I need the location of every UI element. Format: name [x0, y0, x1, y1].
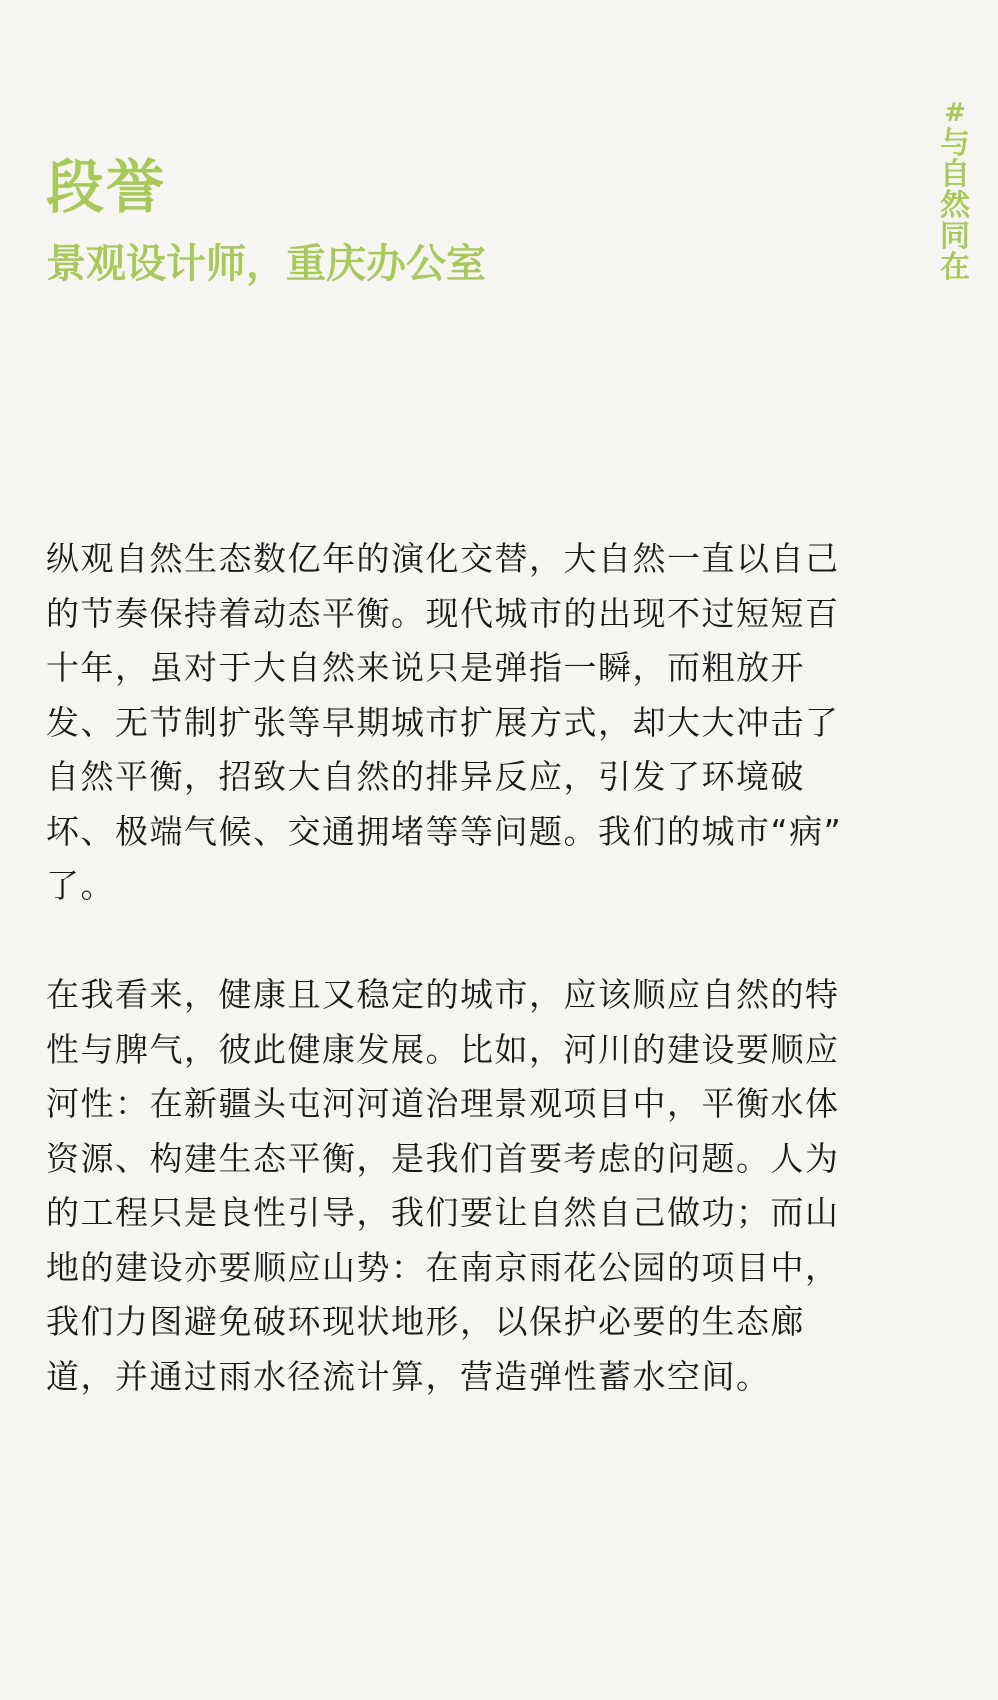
hashtag-symbol: #: [944, 98, 966, 128]
paragraph-line: 坏、极端气候、交通拥堵等等问题。我们的城市“病”: [46, 811, 843, 851]
paragraph-line: 的工程只是良性引导，我们要让自然自己做功；而山: [46, 1193, 840, 1232]
hashtag-char: 自: [940, 157, 970, 192]
hashtag-char: 在: [940, 250, 970, 285]
paragraph-line: 地的建设亦要顺应山势：在南京雨花公园的项目中，: [46, 1247, 840, 1287]
hashtag-char: 同: [940, 219, 970, 254]
author-role: 景观设计师，重庆办公室: [46, 241, 486, 287]
paragraph-line: 河性：在新疆头屯河河道治理景观项目中，平衡水体: [46, 1084, 840, 1123]
hashtag-char: 与: [940, 126, 970, 161]
paragraph-1: [46, 532, 976, 914]
paragraph-2: [46, 968, 976, 1404]
paragraph-line: 在我看来，健康且又稳定的城市，应该顺应自然的特: [46, 975, 840, 1014]
paragraph-line: 十年，虽对于大自然来说只是弹指一瞬，而粗放开: [46, 648, 805, 687]
paragraph-line: 的节奏保持着动态平衡。现代城市的出现不过短短百: [46, 593, 840, 633]
paragraph-line: 我们力图避免破环现状地形，以保护必要的生态廊: [46, 1302, 805, 1341]
paragraph-line: 了。: [46, 866, 115, 905]
paragraph-line: 自然平衡，招致大自然的排异反应，引发了环境破: [46, 757, 805, 796]
paragraph-line: 纵观自然生态数亿年的演化交替，大自然一直以自己: [46, 539, 840, 578]
paragraph-line: 资源、构建生态平衡，是我们首要考虑的问题。人为: [46, 1138, 840, 1178]
hashtag-vertical: [940, 98, 970, 283]
paragraph-line: 发、无节制扩张等早期城市扩展方式，却大大冲击了: [46, 702, 840, 742]
hashtag-char: 然: [940, 188, 970, 223]
paragraph-line: 性与脾气，彼此健康发展。比如，河川的建设要顺应: [46, 1029, 840, 1069]
author-name: 段誉: [46, 153, 167, 221]
paragraph-line: 道，并通过雨水径流计算，营造弹性蓄水空间。: [46, 1356, 771, 1396]
